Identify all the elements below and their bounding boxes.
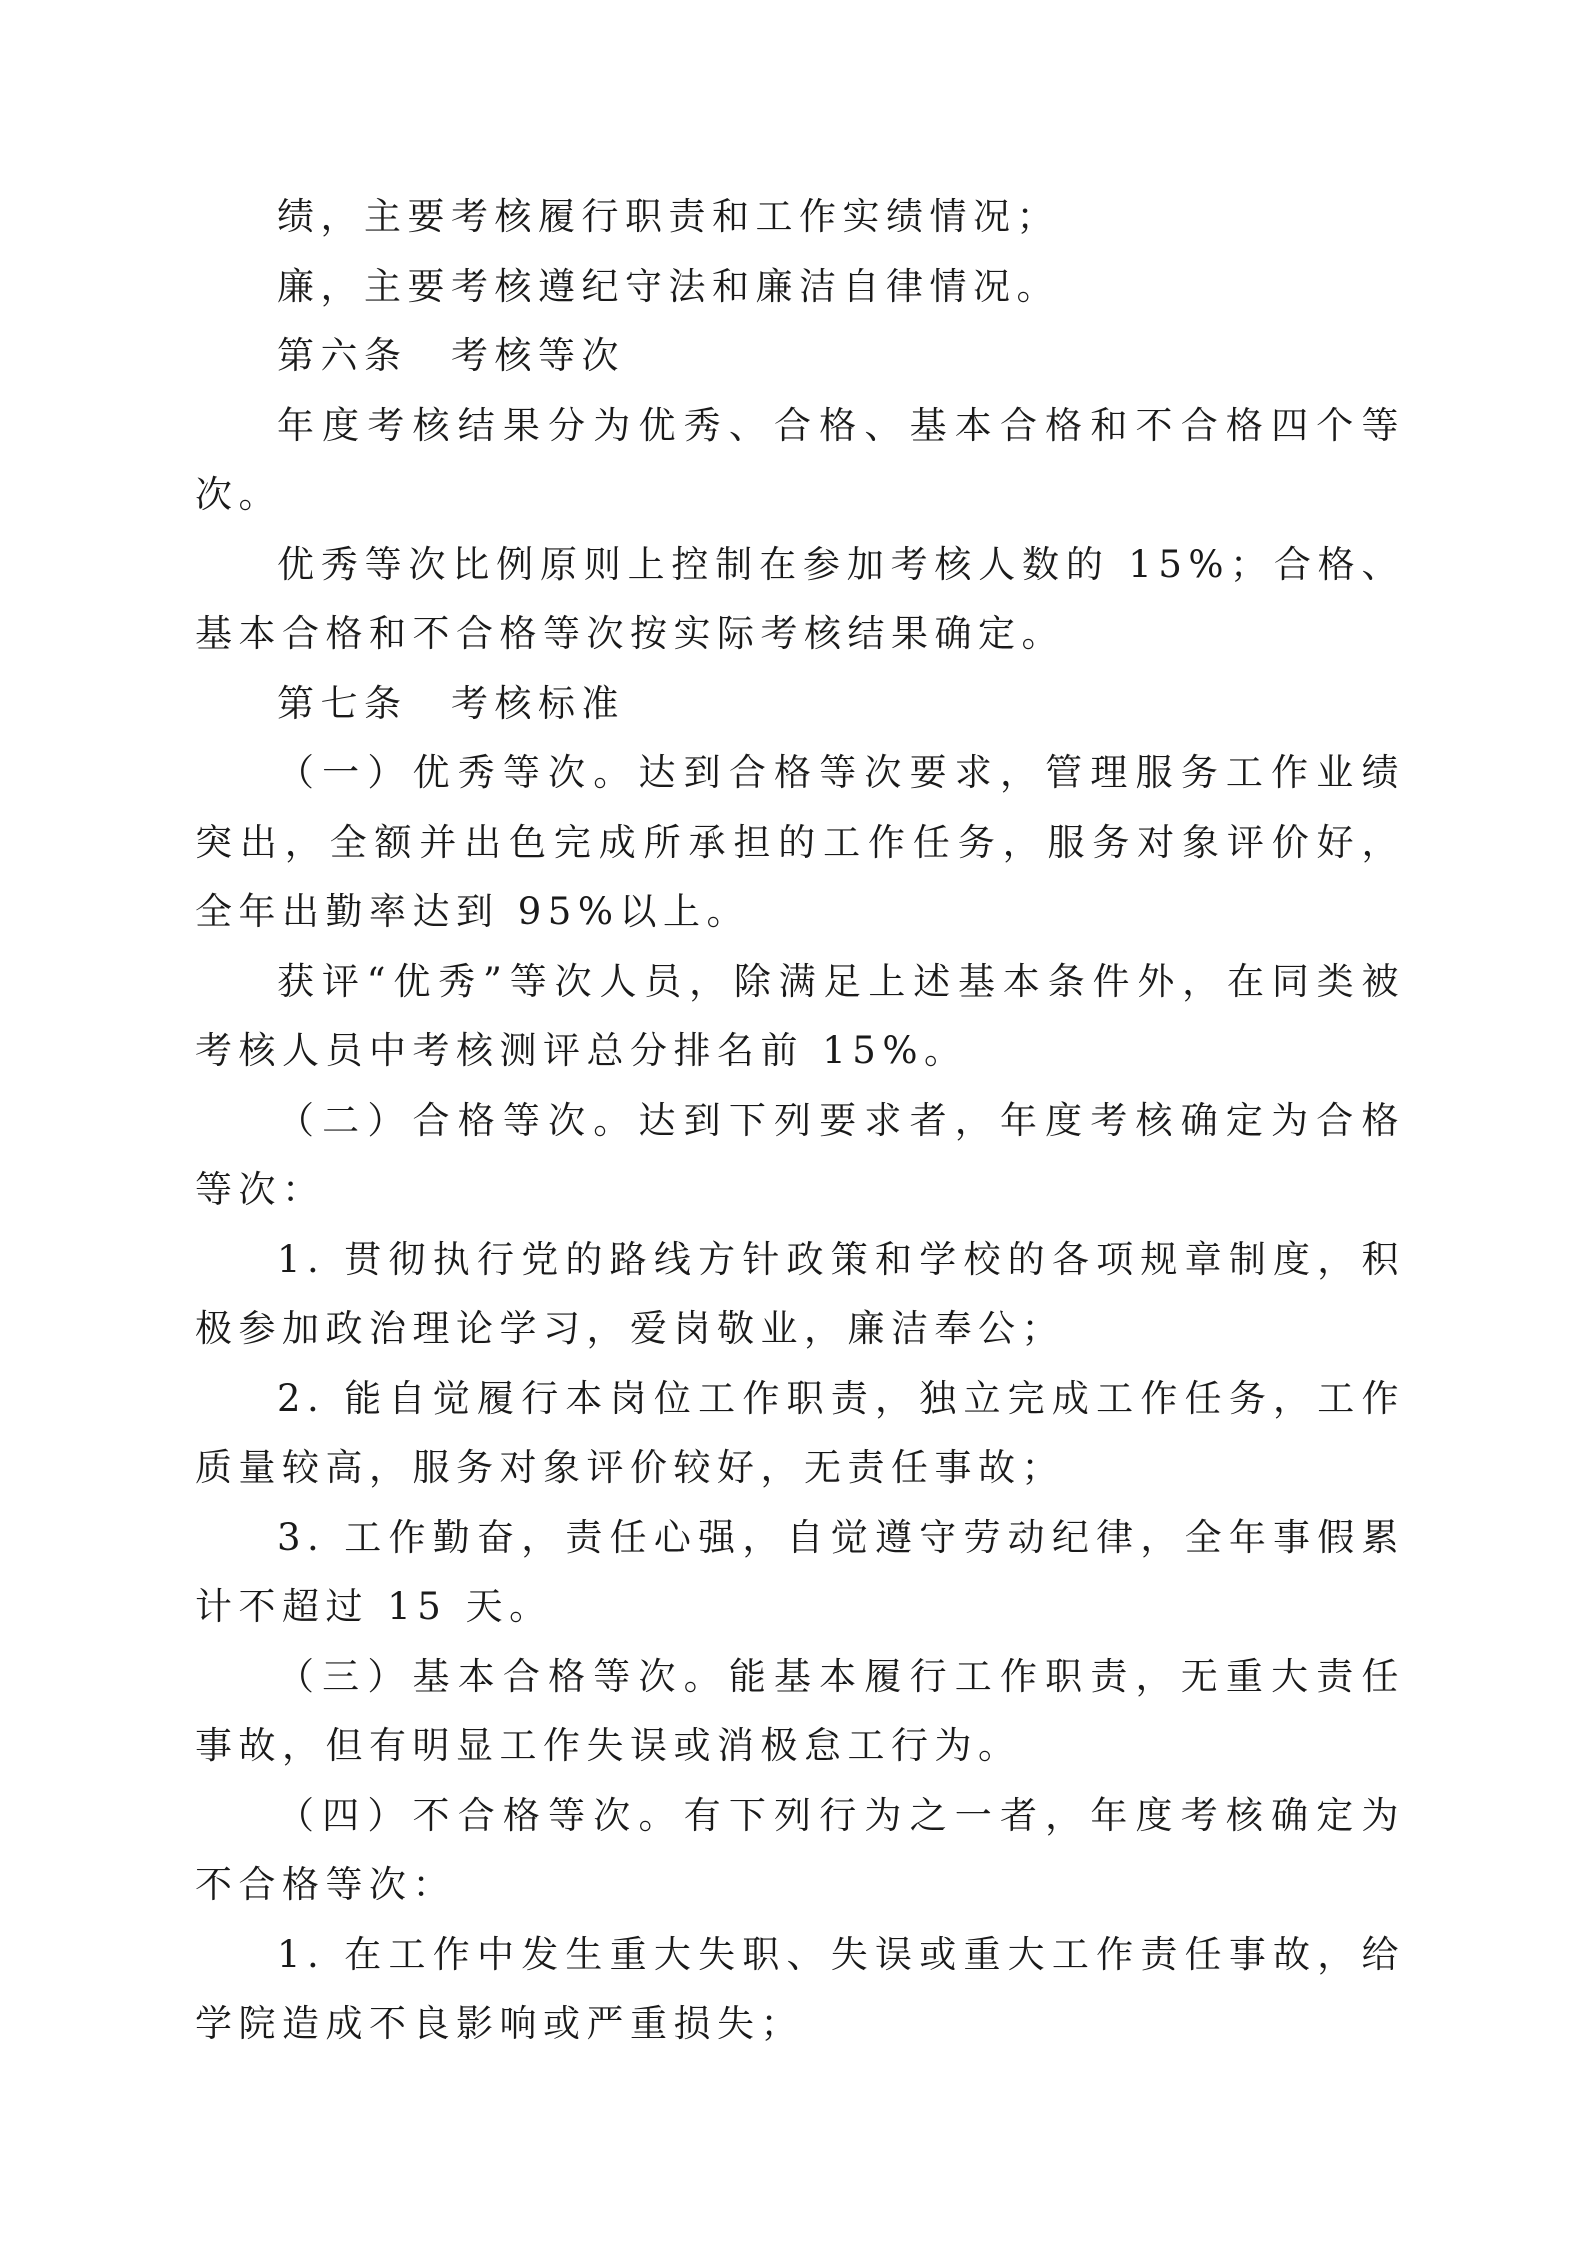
- heading-article-7: 第七条 考核标准: [277, 681, 625, 725]
- list-item-qualified-1: 1. 贯彻执行党的路线方针政策和学校的各项规章制度，积极参加政治理论学习，爱岗敬业，廉洁奉公；: [195, 1237, 1405, 1350]
- list-item-qualified-2: 2. 能自觉履行本岗位工作职责，独立完成工作任务，工作质量较高，服务对象评价较好，无责任事故；: [195, 1376, 1405, 1489]
- heading-article-6: 第六条 考核等次: [277, 334, 625, 377]
- paragraph-unqualified-grade: （四）不合格等次。有下列行为之一者，年度考核确定为不合格等次：: [195, 1793, 1405, 1906]
- paragraph-excellent-ranking: 获评“优秀”等次人员，除满足上述基本条件外，在同类被考核人员中考核测评总分排名前 15%。: [195, 959, 1405, 1072]
- paragraph-excellent-grade: （一）优秀等次。达到合格等次要求，管理服务工作业绩突出，全额并出色完成所承担的工作任务，服务对象评价好，全年出勤率达到 95%以上。: [195, 751, 1405, 933]
- paragraph-basic-qualified-grade: （三）基本合格等次。能基本履行工作职责，无重大责任事故，但有明显工作失误或消极怠工行为。: [195, 1654, 1405, 1767]
- list-item-qualified-3: 3. 工作勤奋，责任心强，自觉遵守劳动纪律，全年事假累计不超过 15 天。: [195, 1515, 1405, 1628]
- document-body: [195, 182, 1405, 2059]
- list-item-unqualified-1: 1. 在工作中发生重大失职、失误或重大工作责任事故，给学院造成不良影响或严重损失；: [195, 1932, 1405, 2045]
- paragraph-qualified-grade: （二）合格等次。达到下列要求者，年度考核确定为合格等次：: [195, 1098, 1405, 1211]
- paragraph-excellent-ratio: 优秀等次比例原则上控制在参加考核人数的 15%；合格、基本合格和不合格等次按实际考核结果确定。: [195, 542, 1405, 655]
- paragraph-performance: 绩，主要考核履行职责和工作实绩情况；: [277, 195, 1060, 238]
- paragraph-grades: 年度考核结果分为优秀、合格、基本合格和不合格四个等次。: [195, 403, 1405, 516]
- paragraph-integrity: 廉，主要考核遵纪守法和廉洁自律情况。: [277, 264, 1060, 308]
